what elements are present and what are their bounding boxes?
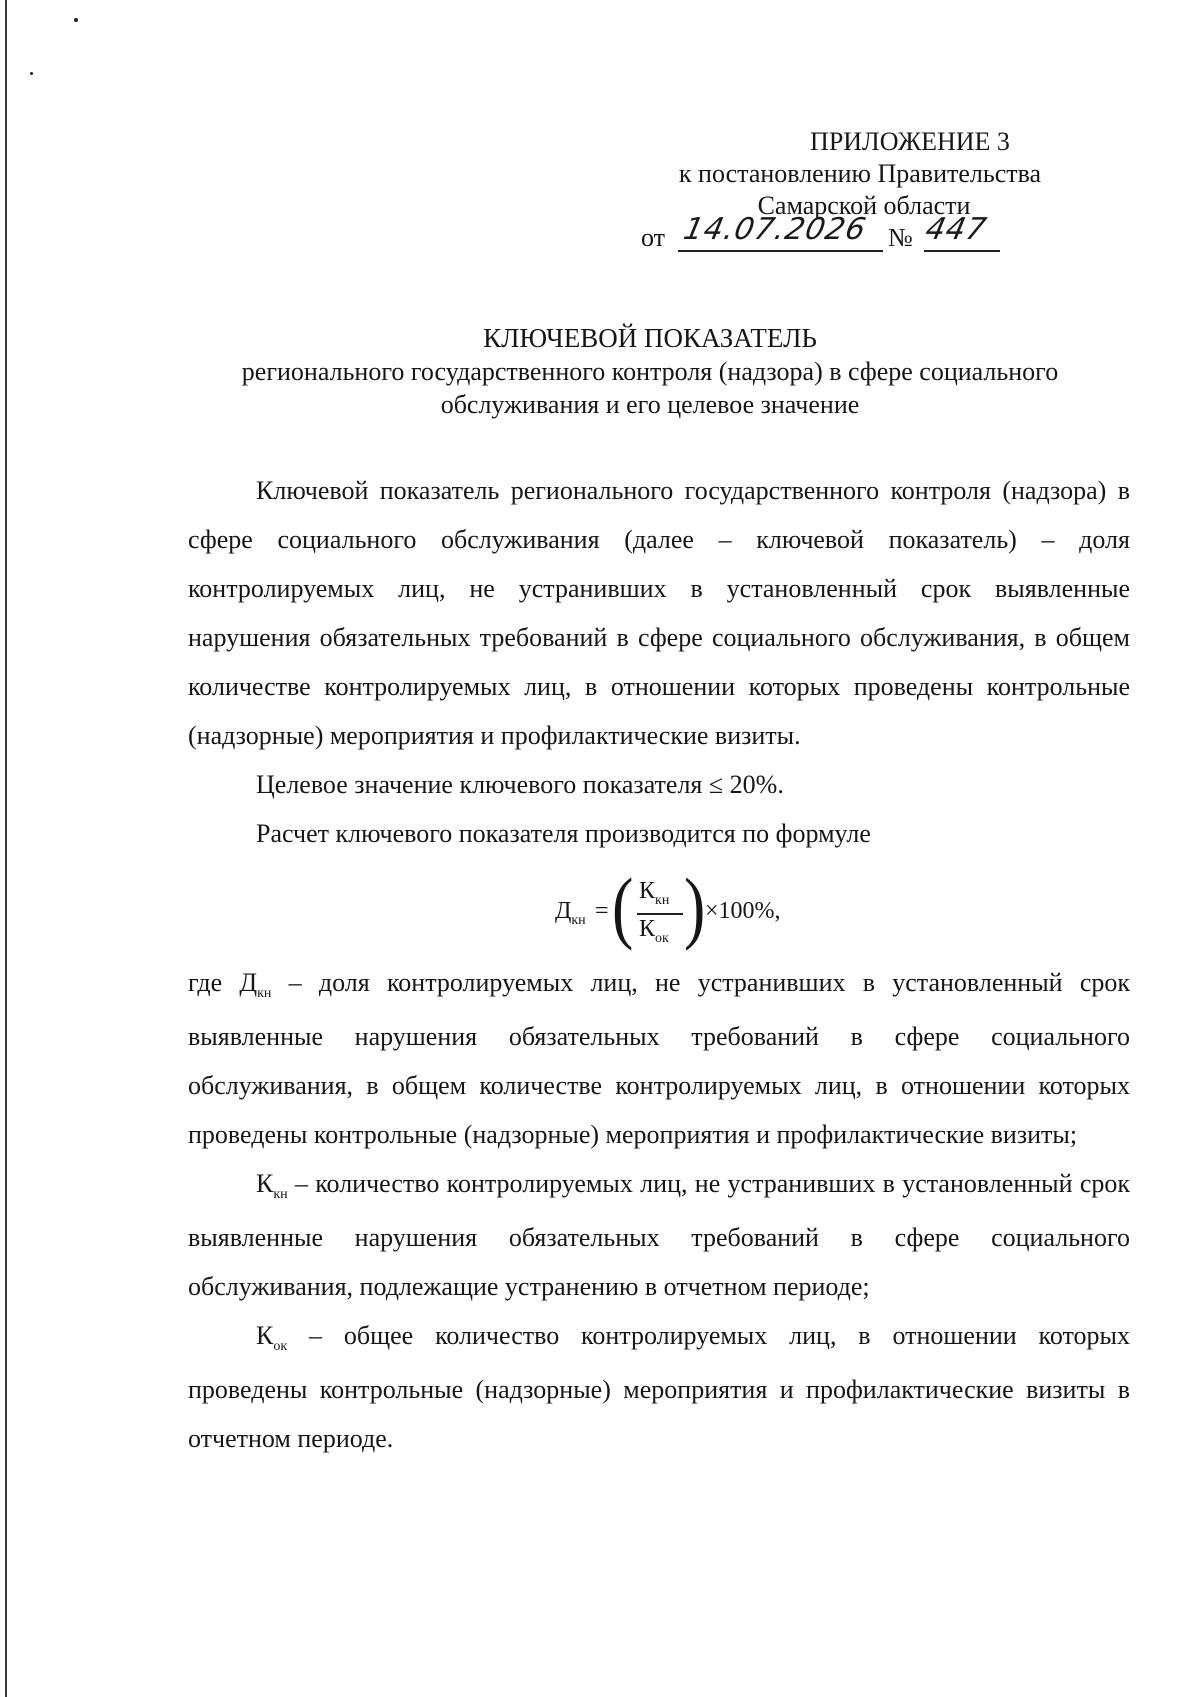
handwritten-date: 14.07.2026 xyxy=(680,212,870,247)
title-main: КЛЮЧЕВОЙ ПОКАЗАТЕЛЬ xyxy=(483,323,817,353)
scan-speck xyxy=(30,72,33,75)
approval-header xyxy=(640,126,1100,258)
date-number-row xyxy=(640,212,1100,258)
paragraph-kok-definition xyxy=(188,1311,1130,1463)
paragraph-definition: Ключевой показатель регионального государственного контроля (надзора) в сфере социального обслуживания (далее – ключевой показатель) – доля контролируемых лиц, не устранивших в установленный срок выявленные нарушения обязательных требований в сфере социального обслуживания, в общем количестве контролируемых лиц, в отношении которых проведены контрольные (надзорные) мероприятия и профилактические визиты. xyxy=(188,476,1130,750)
formula-lhs xyxy=(555,898,586,928)
kok-symbol: К xyxy=(256,1321,274,1350)
paragraph-kkn-definition xyxy=(188,1159,1130,1311)
scan-left-edge xyxy=(5,0,7,1697)
formula-denominator-symbol: К xyxy=(639,916,656,942)
paragraph-target-value: Целевое значение ключевого показателя ≤ 20%. xyxy=(256,770,784,799)
dkn-subscript: кн xyxy=(257,986,272,1001)
kok-subscript: ок xyxy=(273,1339,288,1354)
formula-denominator xyxy=(639,916,669,946)
formula-numerator-subscript: кн xyxy=(655,893,670,908)
kok-definition-text: – общее количество контролируемых лиц, в отношении которых проведены контрольные (надзорные) мероприятия и профилактические визиты в отчетном периоде. xyxy=(188,1321,1130,1453)
formula-multiplier: ×100%, xyxy=(705,898,781,924)
document-title xyxy=(180,322,1120,421)
formula-equals: = xyxy=(595,898,609,924)
body-lower xyxy=(188,958,1130,1463)
title-subtitle-line1: регионального государственного контроля (надзора) в сфере социального xyxy=(241,357,1059,386)
paragraph-formula-intro: Расчет ключевого показателя производится по формуле xyxy=(256,819,871,848)
number-underline xyxy=(924,250,1000,252)
kkn-definition-text: – количество контролируемых лиц, не устранивших в установленный срок выявленные нарушения обязательных требований в сфере социального обслуживания, подлежащие устранению в отчетном периоде; xyxy=(188,1169,1130,1301)
decree-line: к постановлению Правительства xyxy=(678,159,1042,188)
date-underline xyxy=(678,250,883,252)
formula-lhs-subscript: кн xyxy=(571,913,586,928)
region-line: Самарской области xyxy=(757,191,971,220)
kkn-subscript: кн xyxy=(273,1187,288,1202)
handwritten-number: 447 xyxy=(922,212,991,247)
scan-speck xyxy=(74,18,78,22)
body-upper xyxy=(188,466,1130,858)
formula-fraction-bar xyxy=(637,913,683,915)
formula-left-paren: ( xyxy=(612,862,634,951)
kkn-symbol: К xyxy=(256,1169,274,1198)
date-prefix: от xyxy=(641,223,666,252)
dkn-prefix: где Д xyxy=(188,968,258,997)
appendix-label: ПРИЛОЖЕНИЕ 3 xyxy=(810,127,1010,156)
formula-denominator-subscript: ок xyxy=(655,931,669,946)
formula-numerator xyxy=(639,878,670,908)
number-prefix: № xyxy=(888,223,913,252)
formula-right-paren: ) xyxy=(684,862,706,951)
formula-numerator-symbol: К xyxy=(639,878,656,904)
formula-lhs-symbol: Д xyxy=(555,898,572,924)
dkn-definition-text: – доля контролируемых лиц, не устранивших в установленный срок выявленные нарушения обязательных требований в сфере социального обслуживания, в общем количестве контролируемых лиц, в отношении которых проведены контрольные (надзорные) мероприятия и профилактические визиты; xyxy=(188,968,1130,1149)
title-subtitle-line2: обслуживания и его целевое значение xyxy=(440,390,860,419)
paragraph-dkn-definition xyxy=(188,958,1130,1159)
